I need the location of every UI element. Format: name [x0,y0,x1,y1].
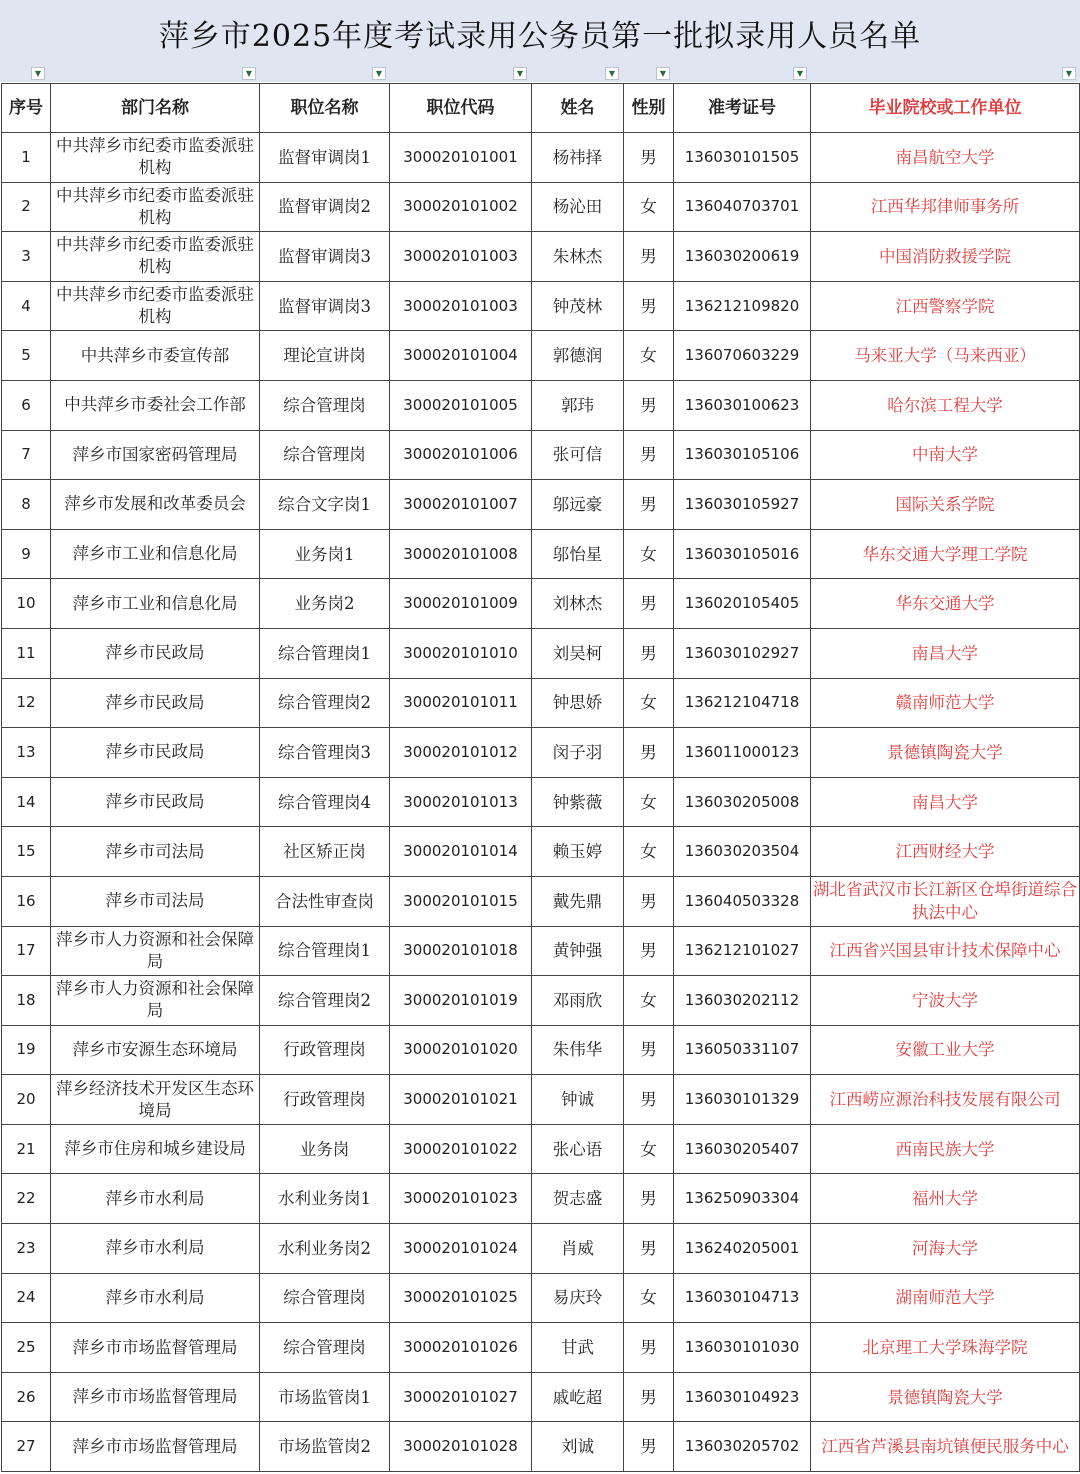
cell-position-code: 300020101005 [390,380,532,430]
cell-gender: 男 [624,876,674,926]
cell-school-or-employer: 南昌大学 [811,777,1080,827]
header-row [2,84,1080,133]
cell-gender: 男 [624,1174,674,1224]
cell-name: 张心语 [532,1124,624,1174]
cell-name: 甘武 [532,1323,624,1373]
col-header-gender: 性别 [624,84,674,133]
cell-department: 萍乡市人力资源和社会保障局 [51,976,260,1026]
cell-exam-number: 136011000123 [674,728,811,778]
cell-exam-number: 136040503328 [674,876,811,926]
cell-exam-number: 136030205407 [674,1124,811,1174]
cell-department: 中共萍乡市纪委市监委派驻机构 [51,133,260,183]
cell-department: 萍乡市住房和城乡建设局 [51,1124,260,1174]
cell-department: 萍乡市人力资源和社会保障局 [51,926,260,976]
cell-position: 监督审调岗3 [260,281,390,331]
cell-name: 赖玉婷 [532,827,624,877]
cell-department: 中共萍乡市纪委市监委派驻机构 [51,281,260,331]
cell-school-or-employer: 江西省兴国县审计技术保障中心 [811,926,1080,976]
cell-gender: 男 [624,480,674,530]
cell-gender: 女 [624,1273,674,1323]
cell-position: 业务岗2 [260,579,390,629]
cell-position: 业务岗1 [260,529,390,579]
cell-name: 朱伟华 [532,1025,624,1075]
cell-name: 戚屹超 [532,1372,624,1422]
cell-index: 13 [2,728,51,778]
cell-gender: 女 [624,777,674,827]
cell-gender: 女 [624,678,674,728]
cell-department: 中共萍乡市纪委市监委派驻机构 [51,232,260,282]
cell-gender: 女 [624,529,674,579]
dropdown-arrow-icon[interactable]: ▼ [31,67,45,80]
col-header-position: 职位名称 [260,84,390,133]
cell-exam-number: 136030102927 [674,628,811,678]
cell-index: 16 [2,876,51,926]
cell-department: 萍乡市民政局 [51,678,260,728]
cell-position: 水利业务岗1 [260,1174,390,1224]
dropdown-arrow-icon[interactable]: ▼ [793,67,807,80]
cell-position: 市场监管岗1 [260,1372,390,1422]
cell-index: 12 [2,678,51,728]
table-row [2,628,1080,678]
cell-exam-number: 136030202112 [674,976,811,1026]
cell-index: 20 [2,1075,51,1125]
cell-position-code: 300020101022 [390,1124,532,1174]
cell-position-code: 300020101026 [390,1323,532,1373]
cell-exam-number: 136030105016 [674,529,811,579]
cell-position: 监督审调岗3 [260,232,390,282]
cell-department: 萍乡市市场监督管理局 [51,1323,260,1373]
cell-index: 2 [2,182,51,232]
cell-name: 张可信 [532,430,624,480]
cell-position-code: 300020101018 [390,926,532,976]
table-row [2,777,1080,827]
cell-index: 18 [2,976,51,1026]
cell-index: 25 [2,1323,51,1373]
cell-gender: 男 [624,628,674,678]
cell-school-or-employer: 南昌大学 [811,628,1080,678]
cell-gender: 男 [624,430,674,480]
dropdown-arrow-icon[interactable]: ▼ [513,67,527,80]
cell-exam-number: 136020105405 [674,579,811,629]
cell-position: 综合管理岗1 [260,628,390,678]
cell-position-code: 300020101001 [390,133,532,183]
cell-exam-number: 136030205008 [674,777,811,827]
cell-exam-number: 136030100623 [674,380,811,430]
cell-position-code: 300020101006 [390,430,532,480]
table-row [2,926,1080,976]
cell-name: 钟思娇 [532,678,624,728]
cell-position: 行政管理岗 [260,1025,390,1075]
title-bar [0,0,1080,66]
dropdown-arrow-icon[interactable]: ▼ [242,67,256,80]
table-row [2,1025,1080,1075]
cell-position-code: 300020101023 [390,1174,532,1224]
cell-index: 21 [2,1124,51,1174]
cell-department: 萍乡市市场监督管理局 [51,1372,260,1422]
cell-exam-number: 136030205702 [674,1422,811,1472]
cell-exam-number: 136040703701 [674,182,811,232]
col-header-school-or-employer: 毕业院校或工作单位 [811,84,1080,133]
cell-school-or-employer: 湖南师范大学 [811,1273,1080,1323]
table-row [2,1372,1080,1422]
cell-gender: 女 [624,182,674,232]
cell-position-code: 300020101027 [390,1372,532,1422]
cell-name: 邬远豪 [532,480,624,530]
cell-position: 综合文字岗1 [260,480,390,530]
table-row [2,232,1080,282]
cell-index: 3 [2,232,51,282]
dropdown-arrow-icon[interactable]: ▼ [1062,67,1076,80]
cell-gender: 男 [624,1025,674,1075]
cell-index: 26 [2,1372,51,1422]
cell-school-or-employer: 安徽工业大学 [811,1025,1080,1075]
table-row [2,281,1080,331]
cell-position: 监督审调岗2 [260,182,390,232]
table-row [2,380,1080,430]
cell-position: 理论宣讲岗 [260,331,390,381]
cell-position-code: 300020101009 [390,579,532,629]
cell-department: 萍乡经济技术开发区生态环境局 [51,1075,260,1125]
cell-position: 综合管理岗1 [260,926,390,976]
dropdown-arrow-icon[interactable]: ▼ [605,67,619,80]
cell-index: 8 [2,480,51,530]
table-row [2,1422,1080,1472]
table-row [2,1075,1080,1125]
cell-position: 综合管理岗3 [260,728,390,778]
col-header-exam-number: 准考证号 [674,84,811,133]
cell-department: 中共萍乡市纪委市监委派驻机构 [51,182,260,232]
filter-row [0,66,1080,82]
cell-gender: 男 [624,579,674,629]
cell-name: 朱林杰 [532,232,624,282]
cell-school-or-employer: 南昌航空大学 [811,133,1080,183]
cell-school-or-employer: 国际关系学院 [811,480,1080,530]
cell-position-code: 300020101021 [390,1075,532,1125]
cell-name: 钟紫薇 [532,777,624,827]
cell-position-code: 300020101015 [390,876,532,926]
page-title: 萍乡市2025年度考试录用公务员第一批拟录用人员名单 [158,19,922,54]
cell-index: 10 [2,579,51,629]
cell-gender: 男 [624,1224,674,1274]
cell-name: 刘诚 [532,1422,624,1472]
cell-index: 17 [2,926,51,976]
cell-position: 水利业务岗2 [260,1224,390,1274]
cell-department: 萍乡市民政局 [51,728,260,778]
table-row [2,1224,1080,1274]
cell-index: 14 [2,777,51,827]
cell-index: 19 [2,1025,51,1075]
cell-school-or-employer: 江西警察学院 [811,281,1080,331]
table-row [2,529,1080,579]
cell-position-code: 300020101014 [390,827,532,877]
cell-position-code: 300020101019 [390,976,532,1026]
cell-position: 综合管理岗 [260,380,390,430]
table-row [2,876,1080,926]
cell-exam-number: 136240205001 [674,1224,811,1274]
table-row [2,1174,1080,1224]
cell-name: 杨沁田 [532,182,624,232]
cell-department: 萍乡市水利局 [51,1174,260,1224]
cell-position-code: 300020101002 [390,182,532,232]
cell-index: 11 [2,628,51,678]
cell-school-or-employer: 马来亚大学（马来西亚） [811,331,1080,381]
cell-exam-number: 136030101329 [674,1075,811,1125]
cell-name: 贺志盛 [532,1174,624,1224]
cell-gender: 男 [624,1372,674,1422]
cell-position-code: 300020101025 [390,1273,532,1323]
cell-name: 邬怡星 [532,529,624,579]
cell-index: 15 [2,827,51,877]
cell-school-or-employer: 华东交通大学 [811,579,1080,629]
cell-name: 戴先鼎 [532,876,624,926]
cell-department: 萍乡市工业和信息化局 [51,529,260,579]
cell-name: 杨祎择 [532,133,624,183]
table-row [2,728,1080,778]
table-row [2,430,1080,480]
cell-name: 刘林杰 [532,579,624,629]
cell-gender: 男 [624,232,674,282]
cell-name: 郭玮 [532,380,624,430]
cell-name: 易庆玲 [532,1273,624,1323]
cell-school-or-employer: 景德镇陶瓷大学 [811,1372,1080,1422]
cell-name: 肖威 [532,1224,624,1274]
cell-school-or-employer: 江西财经大学 [811,827,1080,877]
cell-position: 综合管理岗2 [260,678,390,728]
cell-gender: 男 [624,926,674,976]
cell-school-or-employer: 哈尔滨工程大学 [811,380,1080,430]
cell-index: 9 [2,529,51,579]
cell-position-code: 300020101013 [390,777,532,827]
cell-position-code: 300020101004 [390,331,532,381]
cell-exam-number: 136030200619 [674,232,811,282]
cell-index: 23 [2,1224,51,1274]
cell-gender: 男 [624,1075,674,1125]
cell-position-code: 300020101003 [390,281,532,331]
cell-gender: 男 [624,1323,674,1373]
cell-position: 社区矫正岗 [260,827,390,877]
cell-position: 综合管理岗2 [260,976,390,1026]
cell-department: 萍乡市市场监督管理局 [51,1422,260,1472]
cell-position-code: 300020101024 [390,1224,532,1274]
cell-index: 4 [2,281,51,331]
cell-position: 行政管理岗 [260,1075,390,1125]
cell-position: 业务岗 [260,1124,390,1174]
table-row [2,1124,1080,1174]
cell-school-or-employer: 江西崂应源治科技发展有限公司 [811,1075,1080,1125]
table-row [2,182,1080,232]
cell-name: 钟茂林 [532,281,624,331]
cell-position: 综合管理岗4 [260,777,390,827]
cell-exam-number: 136212101027 [674,926,811,976]
cell-exam-number: 136070603229 [674,331,811,381]
cell-position-code: 300020101020 [390,1025,532,1075]
cell-index: 27 [2,1422,51,1472]
cell-department: 萍乡市发展和改革委员会 [51,480,260,530]
cell-school-or-employer: 景德镇陶瓷大学 [811,728,1080,778]
cell-department: 萍乡市司法局 [51,827,260,877]
cell-exam-number: 136030104713 [674,1273,811,1323]
cell-gender: 男 [624,380,674,430]
cell-gender: 男 [624,728,674,778]
cell-position-code: 300020101008 [390,529,532,579]
cell-exam-number: 136212109820 [674,281,811,331]
table-row [2,827,1080,877]
cell-index: 7 [2,430,51,480]
cell-position: 综合管理岗 [260,1323,390,1373]
cell-position-code: 300020101012 [390,728,532,778]
cell-exam-number: 136030105106 [674,430,811,480]
cell-gender: 男 [624,1422,674,1472]
cell-exam-number: 136212104718 [674,678,811,728]
table-row [2,1273,1080,1323]
cell-position: 综合管理岗 [260,1273,390,1323]
cell-name: 邓雨欣 [532,976,624,1026]
col-header-department: 部门名称 [51,84,260,133]
cell-position-code: 300020101010 [390,628,532,678]
dropdown-arrow-icon[interactable]: ▼ [372,67,386,80]
cell-department: 萍乡市司法局 [51,876,260,926]
cell-department: 中共萍乡市委宣传部 [51,331,260,381]
cell-school-or-employer: 中南大学 [811,430,1080,480]
cell-name: 闵子羽 [532,728,624,778]
cell-gender: 男 [624,133,674,183]
cell-exam-number: 136030101505 [674,133,811,183]
table-row [2,480,1080,530]
cell-department: 萍乡市民政局 [51,777,260,827]
cell-department: 萍乡市工业和信息化局 [51,579,260,629]
cell-school-or-employer: 西南民族大学 [811,1124,1080,1174]
cell-department: 萍乡市国家密码管理局 [51,430,260,480]
cell-gender: 女 [624,331,674,381]
table-row [2,976,1080,1026]
cell-exam-number: 136030203504 [674,827,811,877]
table-row [2,678,1080,728]
cell-name: 郭德润 [532,331,624,381]
cell-position: 合法性审查岗 [260,876,390,926]
cell-name: 钟诚 [532,1075,624,1125]
cell-position-code: 300020101007 [390,480,532,530]
cell-school-or-employer: 赣南师范大学 [811,678,1080,728]
cell-position: 综合管理岗 [260,430,390,480]
cell-exam-number: 136030101030 [674,1323,811,1373]
cell-index: 22 [2,1174,51,1224]
cell-department: 萍乡市民政局 [51,628,260,678]
cell-exam-number: 136250903304 [674,1174,811,1224]
cell-exam-number: 136030104923 [674,1372,811,1422]
cell-position: 监督审调岗1 [260,133,390,183]
cell-department: 萍乡市水利局 [51,1224,260,1274]
table-row [2,331,1080,381]
cell-school-or-employer: 江西省芦溪县南坑镇便民服务中心 [811,1422,1080,1472]
cell-gender: 男 [624,281,674,331]
cell-department: 中共萍乡市委社会工作部 [51,380,260,430]
cell-exam-number: 136050331107 [674,1025,811,1075]
cell-department: 萍乡市水利局 [51,1273,260,1323]
cell-gender: 女 [624,1124,674,1174]
cell-school-or-employer: 中国消防救援学院 [811,232,1080,282]
col-header-name: 姓名 [532,84,624,133]
cell-school-or-employer: 北京理工大学珠海学院 [811,1323,1080,1373]
cell-school-or-employer: 湖北省武汉市长江新区仓埠街道综合执法中心 [811,876,1080,926]
cell-index: 24 [2,1273,51,1323]
candidate-table [1,83,1080,1472]
cell-school-or-employer: 宁波大学 [811,976,1080,1026]
col-header-position-code: 职位代码 [390,84,532,133]
col-header-index: 序号 [2,84,51,133]
table-row [2,133,1080,183]
cell-school-or-employer: 江西华邦律师事务所 [811,182,1080,232]
cell-gender: 女 [624,827,674,877]
cell-department: 萍乡市安源生态环境局 [51,1025,260,1075]
cell-index: 6 [2,380,51,430]
dropdown-arrow-icon[interactable]: ▼ [656,67,670,80]
cell-position-code: 300020101003 [390,232,532,282]
table-row [2,579,1080,629]
cell-position: 市场监管岗2 [260,1422,390,1472]
cell-gender: 女 [624,976,674,1026]
cell-position-code: 300020101011 [390,678,532,728]
cell-position-code: 300020101028 [390,1422,532,1472]
cell-name: 黄钟强 [532,926,624,976]
cell-school-or-employer: 河海大学 [811,1224,1080,1274]
cell-exam-number: 136030105927 [674,480,811,530]
cell-index: 1 [2,133,51,183]
cell-school-or-employer: 华东交通大学理工学院 [811,529,1080,579]
cell-school-or-employer: 福州大学 [811,1174,1080,1224]
table-row [2,1323,1080,1373]
cell-name: 刘吴柯 [532,628,624,678]
cell-index: 5 [2,331,51,381]
